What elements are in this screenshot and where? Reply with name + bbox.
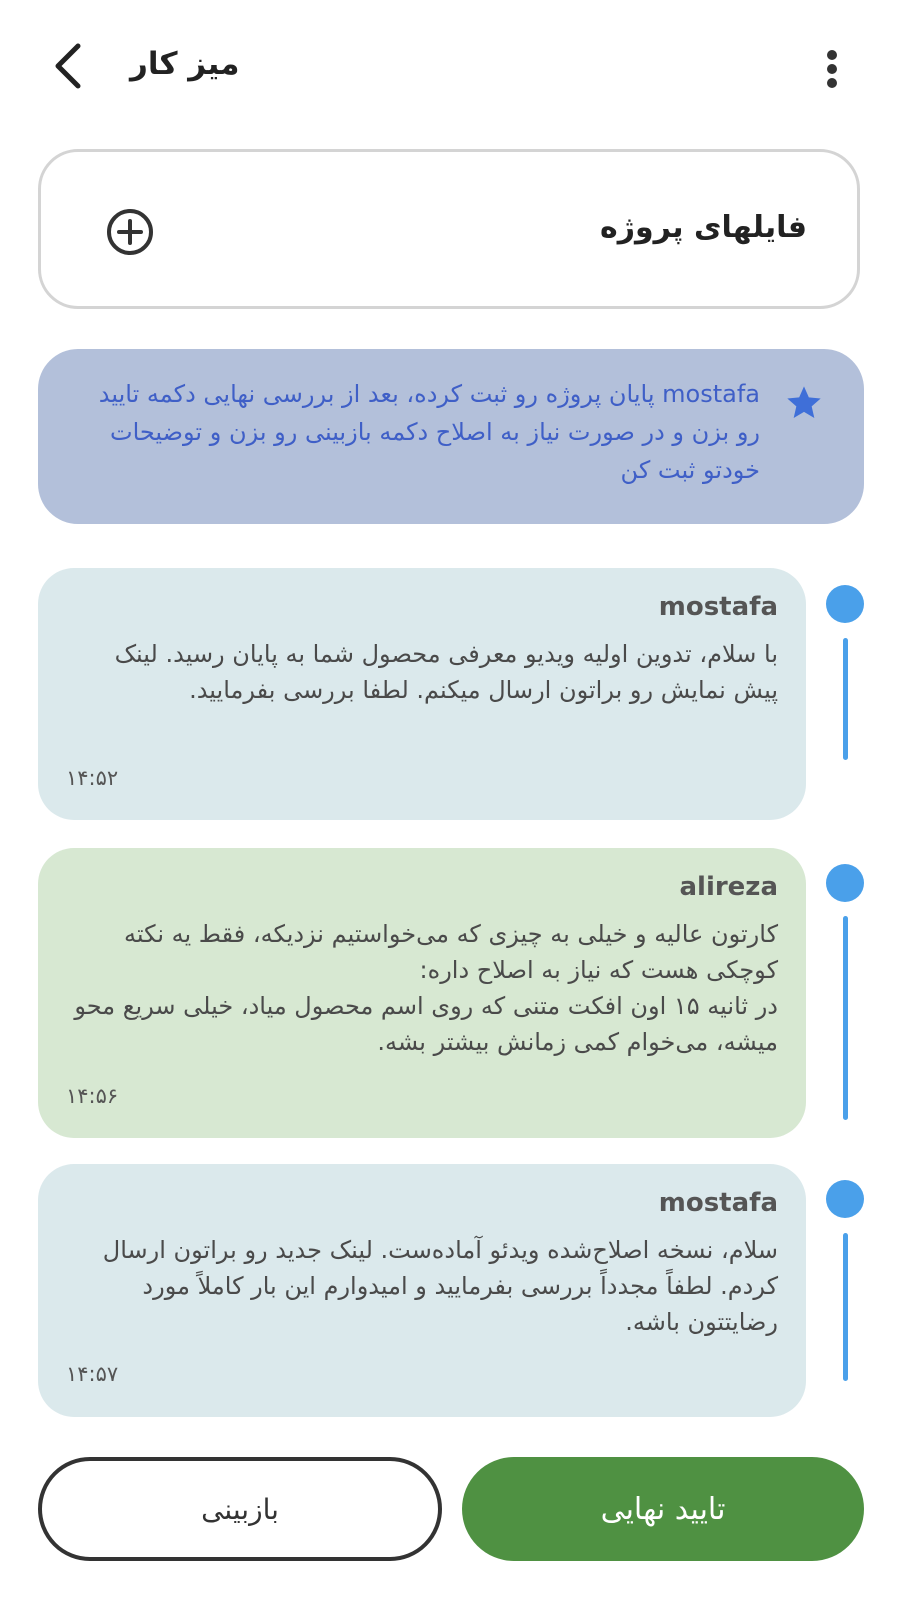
message-time: ۱۴:۵۲ — [66, 766, 119, 790]
timeline-dot — [826, 585, 864, 623]
timeline-line — [843, 638, 848, 760]
add-circle-icon — [105, 207, 155, 257]
more-options-button[interactable] — [812, 44, 852, 94]
timeline-dot — [826, 1180, 864, 1218]
back-button[interactable] — [40, 38, 96, 94]
project-files-title: فایلهای پروژه — [600, 210, 807, 245]
project-completion-notice — [38, 349, 864, 524]
message-body: سلام، نسخه اصلاح‌شده ویدئو آماده‌ست. لینک جدید رو براتون ارسال کردم. لطفاً مجدداً بررسی بفرمایید و امیدوارم این بار کاملاً مورد رضایتتون باشه. — [102, 1236, 778, 1336]
message-author: mostafa — [658, 592, 778, 622]
review-button[interactable]: بازبینی — [38, 1457, 442, 1561]
message-time: ۱۴:۵۶ — [66, 1084, 119, 1108]
star-icon — [784, 383, 824, 423]
timeline-line — [843, 1233, 848, 1381]
final-approve-button[interactable]: تایید نهایی — [462, 1457, 864, 1561]
add-file-button[interactable] — [105, 207, 155, 257]
message-card — [38, 848, 806, 1138]
timeline-line — [843, 916, 848, 1120]
more-vertical-icon — [826, 49, 838, 89]
message-card — [38, 568, 806, 820]
timeline-dot — [826, 864, 864, 902]
project-files-card[interactable] — [38, 149, 860, 309]
page-title: میز کار — [130, 46, 240, 82]
message-author: alireza — [679, 872, 778, 902]
message-card — [38, 1164, 806, 1417]
message-author: mostafa — [658, 1188, 778, 1218]
message-body: با سلام، تدوین اولیه ویدیو معرفی محصول شما به پایان رسید. لینک پیش نمایش رو براتون ارسال میکنم. لطفا بررسی بفرمایید. — [114, 640, 778, 704]
message-body: کارتون عالیه و خیلی به چیزی که می‌خواستیم نزدیکه، فقط یه نکته کوچکی هست که نیاز به اصلاح داره: در ثانیه ۱۵ اون افکت متنی که روی اسم محصول میاد، خیلی سریع محو میشه، می‌خوام کمی زمانش بیشتر بشه. — [74, 920, 778, 1056]
notice-text: mostafa پایان پروژه رو ثبت کرده، بعد از بررسی نهایی دکمه تایید رو بزن و در صورت نیاز به اصلاح دکمه بازبینی رو بزن و توضیحات خودتو ثبت کن — [98, 380, 760, 484]
message-time: ۱۴:۵۷ — [66, 1362, 119, 1386]
chevron-left-icon — [48, 42, 88, 90]
